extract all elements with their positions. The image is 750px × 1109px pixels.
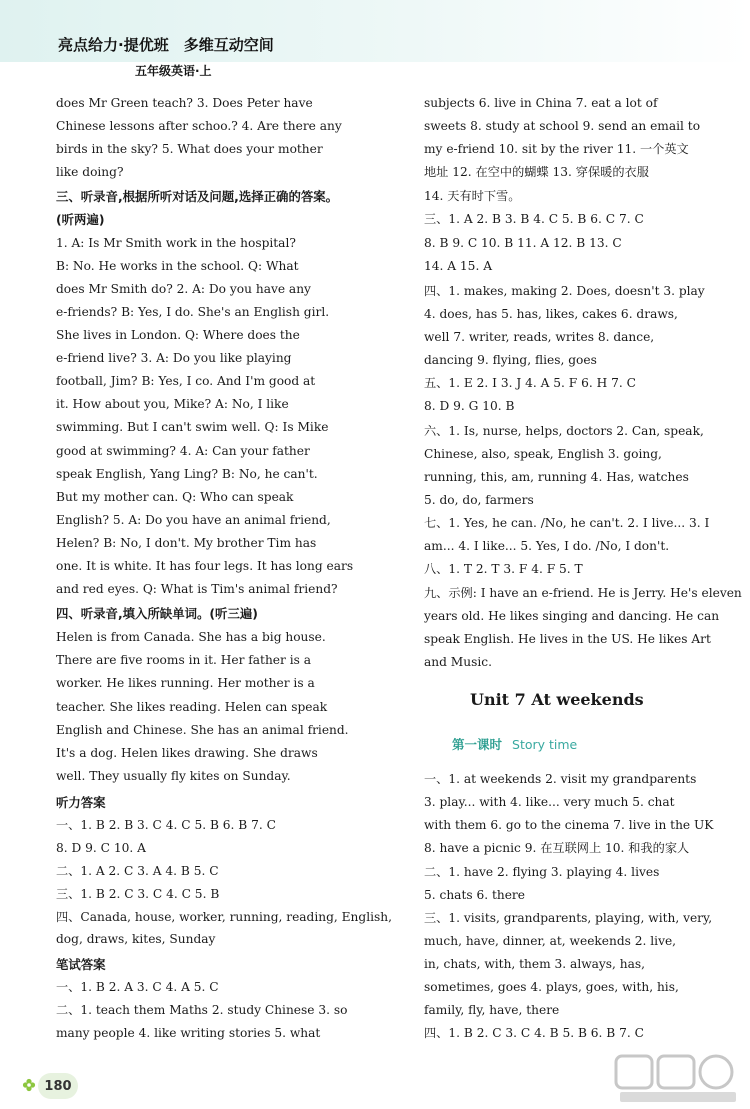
right-text-line: sweets 8. study at school 9. send an email to bbox=[424, 119, 701, 133]
right-text-line: 四、1. makes, making 2. Does, doesn't 3. play bbox=[424, 284, 705, 298]
right-text-line: 一、1. at weekends 2. visit my grandparents bbox=[424, 772, 697, 786]
left-text-line: English? 5. A: Do you have an animal friend, bbox=[56, 513, 331, 527]
left-text-line: 一、1. B 2. A 3. C 4. A 5. C bbox=[56, 980, 219, 994]
right-text-line: speak English. He lives in the US. He likes Art bbox=[424, 632, 711, 646]
left-text-line: 二、1. A 2. C 3. A 4. B 5. C bbox=[56, 864, 219, 878]
lesson-title-en: Story time bbox=[512, 737, 578, 752]
left-text-line: There are five rooms in it. Her father is a bbox=[56, 653, 312, 667]
right-text-line: 九、示例: I have an e-friend. He is Jerry. He's eleven bbox=[424, 586, 742, 600]
right-text-line: dancing 9. flying, flies, goes bbox=[424, 353, 597, 367]
left-text-line: She lives in London. Q: Where does the bbox=[56, 328, 300, 342]
right-text-line: 五、1. E 2. I 3. J 4. A 5. F 6. H 7. C bbox=[424, 376, 636, 390]
right-text-line: with them 6. go to the cinema 7. live in the UK bbox=[424, 818, 714, 832]
left-text-line: 三、1. B 2. C 3. C 4. C 5. B bbox=[56, 887, 220, 901]
lesson-title bbox=[452, 735, 577, 753]
left-text-line: worker. He likes running. Her mother is a bbox=[56, 676, 315, 690]
left-text-line: It's a dog. Helen likes drawing. She draws bbox=[56, 746, 318, 760]
left-text-line: 二、1. teach them Maths 2. study Chinese 3. so bbox=[56, 1003, 348, 1017]
right-text-line: 3. play... with 4. like... very much 5. chat bbox=[424, 795, 675, 809]
left-text-line: Helen? B: No, I don't. My brother Tim has bbox=[56, 536, 317, 550]
section-heading: 三、听录音,根据所听对话及问题,选择正确的答案。 bbox=[56, 189, 339, 204]
left-text-line: But my mother can. Q: Who can speak bbox=[56, 490, 294, 504]
left-text-line: 1. A: Is Mr Smith work in the hospital? bbox=[56, 236, 296, 250]
right-text-line: 8. B 9. C 10. B 11. A 12. B 13. C bbox=[424, 236, 622, 250]
left-text-line: like doing? bbox=[56, 165, 124, 179]
left-text-line: swimming. But I can't swim well. Q: Is Mike bbox=[56, 420, 329, 434]
right-text-line: running, this, am, running 4. Has, watches bbox=[424, 470, 689, 484]
left-text-line: speak English, Yang Ling? B: No, he can't. bbox=[56, 467, 318, 481]
right-text-line: 三、1. visits, grandparents, playing, with, very, bbox=[424, 911, 713, 925]
left-text-line: e-friend live? 3. A: Do you like playing bbox=[56, 351, 292, 365]
left-text-line: 一、1. B 2. B 3. C 4. C 5. B 6. B 7. C bbox=[56, 818, 276, 832]
right-text-line: in, chats, with, them 3. always, has, bbox=[424, 957, 646, 971]
right-text-line: 8. D 9. G 10. B bbox=[424, 399, 515, 413]
left-text-line: birds in the sky? 5. What does your mother bbox=[56, 142, 323, 156]
left-text-line: good at swimming? 4. A: Can your father bbox=[56, 444, 310, 458]
book-subtitle: 五年级英语·上 bbox=[135, 64, 212, 78]
right-text-line: sometimes, goes 4. plays, goes, with, his, bbox=[424, 980, 679, 994]
left-text-line: and red eyes. Q: What is Tim's animal friend? bbox=[56, 582, 338, 596]
right-text-line: 5. chats 6. there bbox=[424, 888, 525, 902]
section-heading: (听两遍) bbox=[56, 212, 105, 227]
page-number: 180 bbox=[38, 1073, 78, 1099]
left-text-line: one. It is white. It has four legs. It has long ears bbox=[56, 559, 354, 573]
section-heading: 笔试答案 bbox=[56, 957, 106, 972]
right-text-line: 二、1. have 2. flying 3. playing 4. lives bbox=[424, 865, 660, 879]
lesson-title-cn: 第一课时 bbox=[452, 737, 503, 752]
right-text-line: am... 4. I like... 5. Yes, I do. /No, I don't. bbox=[424, 539, 670, 553]
right-text-line: 14. 天有时下雪。 bbox=[424, 189, 521, 203]
left-text-line: 四、Canada, house, worker, running, reading, English, bbox=[56, 910, 392, 924]
right-text-line: and Music. bbox=[424, 655, 492, 669]
left-text-line: well. They usually fly kites on Sunday. bbox=[56, 769, 291, 783]
left-text-line: does Mr Smith do? 2. A: Do you have any bbox=[56, 282, 311, 296]
left-text-line: Chinese lessons after schoo.? 4. Are there any bbox=[56, 119, 342, 133]
right-text-line: 六、1. Is, nurse, helps, doctors 2. Can, speak, bbox=[424, 424, 704, 438]
right-text-line: 8. have a picnic 9. 在互联网上 10. 和我的家人 bbox=[424, 841, 690, 855]
book-title: 亮点给力·提优班 多维互动空间 bbox=[58, 36, 274, 54]
right-text-line: 七、1. Yes, he can. /No, he can't. 2. I live... 3. I bbox=[424, 516, 710, 530]
right-text-line: 地址 12. 在空中的蝴蝶 13. 穿保暖的衣服 bbox=[424, 165, 649, 179]
right-text-line: family, fly, have, there bbox=[424, 1003, 560, 1017]
left-text-line: does Mr Green teach? 3. Does Peter have bbox=[56, 96, 313, 110]
left-text-line: football, Jim? B: Yes, I co. And I'm good at bbox=[56, 374, 316, 388]
left-text-line: e-friends? B: Yes, I do. She's an English girl. bbox=[56, 305, 330, 319]
right-text-line: years old. He likes singing and dancing. He can bbox=[424, 609, 720, 623]
watermark-logo-icon bbox=[612, 1052, 742, 1106]
flower-icon bbox=[22, 1078, 36, 1092]
right-text-line: 5. do, do, farmers bbox=[424, 493, 534, 507]
section-heading: 听力答案 bbox=[56, 795, 106, 810]
right-text-line: subjects 6. live in China 7. eat a lot of bbox=[424, 96, 658, 110]
left-text-line: English and Chinese. She has an animal friend. bbox=[56, 723, 349, 737]
right-text-line: well 7. writer, reads, writes 8. dance, bbox=[424, 330, 655, 344]
right-text-line: 14. A 15. A bbox=[424, 259, 492, 273]
left-text-line: 8. D 9. C 10. A bbox=[56, 841, 146, 855]
right-text-line: 三、1. A 2. B 3. B 4. C 5. B 6. C 7. C bbox=[424, 212, 644, 226]
left-text-line: dog, draws, kites, Sunday bbox=[56, 932, 216, 946]
left-text-line: B: No. He works in the school. Q: What bbox=[56, 259, 299, 273]
left-text-line: Helen is from Canada. She has a big house. bbox=[56, 630, 326, 644]
right-text-line: 四、1. B 2. C 3. C 4. B 5. B 6. B 7. C bbox=[424, 1026, 644, 1040]
unit-title: Unit 7 At weekends bbox=[470, 690, 644, 709]
right-text-line: my e-friend 10. sit by the river 11. 一个英文 bbox=[424, 142, 689, 156]
right-text-line: Chinese, also, speak, English 3. going, bbox=[424, 447, 662, 461]
left-text-line: teacher. She likes reading. Helen can speak bbox=[56, 700, 328, 714]
right-text-line: 八、1. T 2. T 3. F 4. F 5. T bbox=[424, 562, 583, 576]
section-heading: 四、听录音,填入所缺单词。(听三遍) bbox=[56, 606, 258, 621]
left-text-line: many people 4. like writing stories 5. what bbox=[56, 1026, 321, 1040]
right-text-line: 4. does, has 5. has, likes, cakes 6. draws, bbox=[424, 307, 678, 321]
left-text-line: it. How about you, Mike? A: No, I like bbox=[56, 397, 289, 411]
right-text-line: much, have, dinner, at, weekends 2. live, bbox=[424, 934, 677, 948]
